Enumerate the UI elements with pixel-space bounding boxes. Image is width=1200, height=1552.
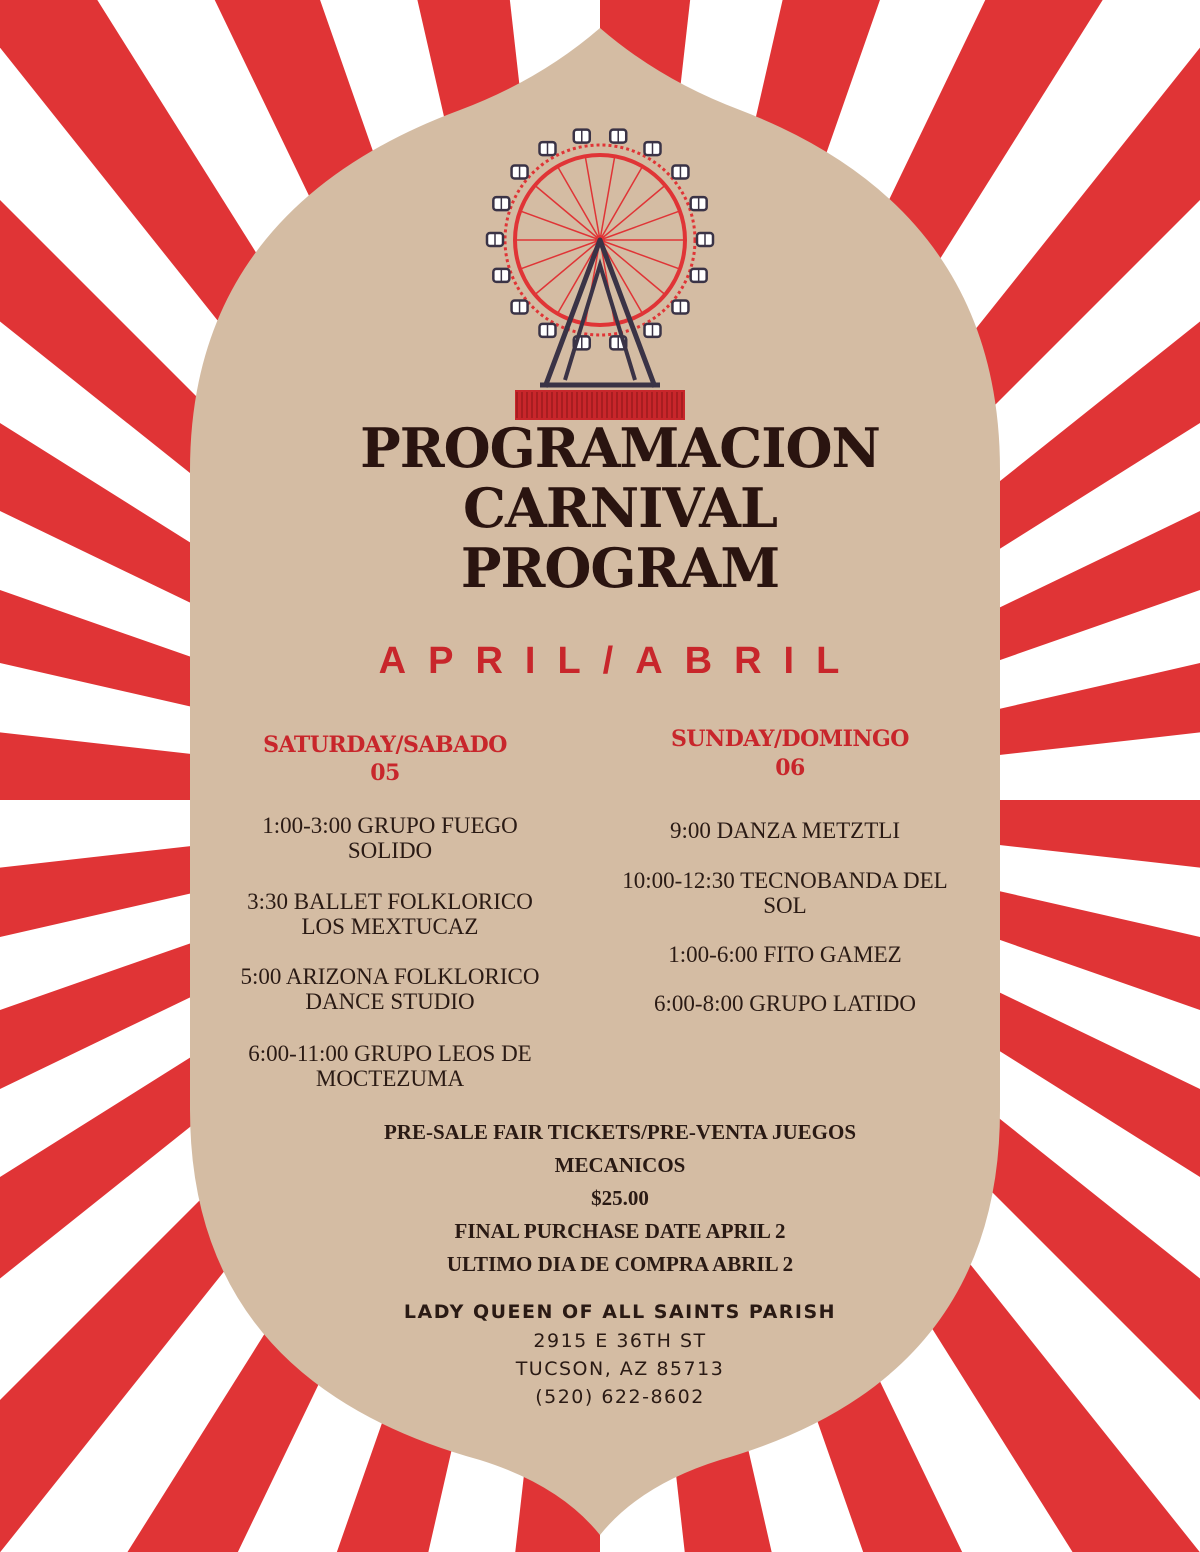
presale-line-1: PRE-SALE FAIR TICKETS/PRE-VENTA JUEGOS <box>383 1120 856 1144</box>
saturday-date: 05 <box>370 760 400 786</box>
title-line-3: PROGRAM <box>460 536 780 600</box>
ferris-wheel-icon <box>470 115 730 425</box>
sunday-event-3: 1:00-6:00 FITO GAMEZ <box>668 942 902 967</box>
sunday-date: 06 <box>775 755 805 781</box>
wheel-spoke <box>535 185 600 240</box>
sunday-heading: SUNDAY/DOMINGO <box>671 726 909 752</box>
parish-city: TUCSON, AZ 85713 <box>515 1358 725 1380</box>
saturday-event-1: 1:00-3:00 GRUPO FUEGO SOLIDO <box>262 813 518 863</box>
wheel-spoke <box>600 240 680 269</box>
wheel-spoke <box>520 240 600 269</box>
final-purchase-en: FINAL PURCHASE DATE APRIL 2 <box>454 1219 786 1243</box>
title-line-1: PROGRAMACION <box>360 416 880 480</box>
wheel-spoke <box>600 211 680 240</box>
wheel-spoke <box>520 211 600 240</box>
sunday-event-2: 10:00-12:30 TECNOBANDA DEL SOL <box>622 868 948 918</box>
saturday-event-4: 6:00-11:00 GRUPO LEOS DE MOCTEZUMA <box>248 1041 532 1091</box>
saturday-event-2: 3:30 BALLET FOLKLORICO LOS MEXTUCAZ <box>247 889 533 939</box>
wheel-spoke <box>600 185 665 240</box>
parish-name: LADY QUEEN OF ALL SAINTS PARISH <box>403 1301 837 1323</box>
presale-price: $25.00 <box>591 1186 649 1210</box>
saturday-heading: SATURDAY/SABADO <box>263 732 507 758</box>
parish-phone: (520) 622-8602 <box>535 1386 705 1408</box>
sunday-event-1: 9:00 DANZA METZTLI <box>670 818 900 843</box>
parish-street: 2915 E 36TH ST <box>533 1330 707 1352</box>
month-heading: APRIL/ABRIL <box>378 640 862 682</box>
saturday-event-3: 5:00 ARIZONA FOLKLORICO DANCE STUDIO <box>240 964 540 1014</box>
final-purchase-es: ULTIMO DIA DE COMPRA ABRIL 2 <box>446 1252 794 1276</box>
sunday-event-4: 6:00-8:00 GRUPO LATIDO <box>654 991 916 1016</box>
presale-line-2: MECANICOS <box>554 1153 686 1177</box>
title-line-2: CARNIVAL <box>463 476 777 540</box>
